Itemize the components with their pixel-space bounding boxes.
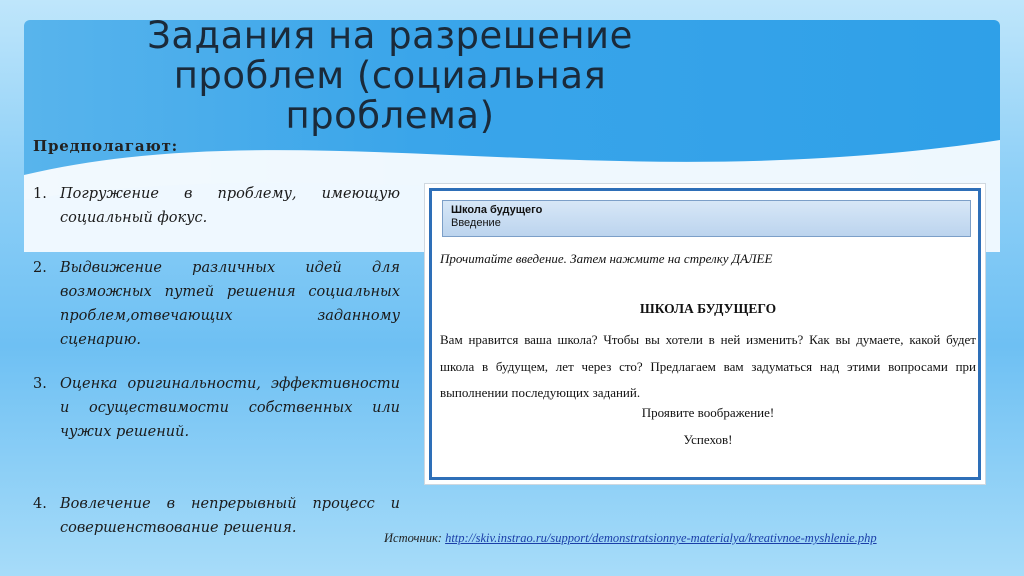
list-item-text: Погружение в проблему, имеющую социальный фокус. — [60, 186, 400, 226]
list-item-text: Вовлечение в непрерывный процесс и совершенствование решения. — [60, 496, 400, 536]
embedded-screenshot — [424, 183, 986, 485]
screenshot-header-subtitle: Введение — [451, 217, 501, 229]
source-line — [384, 531, 877, 546]
assume-label: Предполагают: — [33, 137, 178, 155]
source-label: Источник: — [384, 531, 442, 545]
screenshot-heading: ШКОЛА БУДУЩЕГО — [639, 301, 777, 316]
screenshot-paragraph: Вам нравится ваша школа? Чтобы вы хотели в ней изменить? Как вы думаете, какой будет школа в будущем, лет через сто? Предлагаем вам задуматься над этими вопросами при выполнении последующих заданий. — [440, 332, 976, 400]
screenshot-closing-1: Проявите воображение! — [641, 405, 775, 420]
screenshot-frame — [429, 188, 981, 480]
list-item-number: 1. — [33, 186, 47, 202]
list-item-text: Выдвижение различных идей для возможных путей решения социальных проблем,отвечающих заданному сценарию. — [60, 260, 400, 348]
list-item-text: Оценка оригинальности, эффективности и осуществимости собственных или чужих решений. — [60, 376, 400, 440]
source-link[interactable]: http://skiv.instrao.ru/support/demonstratsionnye-materialya/kreativnoe-myshlenie.php — [445, 531, 877, 545]
slide-title: Задания на разрешение проблем (социальная проблема) — [147, 14, 633, 137]
screenshot-header-title: Школа будущего — [451, 204, 543, 216]
list-item-number: 2. — [33, 260, 47, 276]
list-item-number: 4. — [33, 496, 47, 512]
list-item-number: 3. — [33, 376, 47, 392]
screenshot-instruction: Прочитайте введение. Затем нажмите на стрелку ДАЛЕЕ — [440, 251, 773, 266]
screenshot-closing-2: Успехов! — [683, 432, 733, 447]
screenshot-header — [442, 200, 971, 237]
